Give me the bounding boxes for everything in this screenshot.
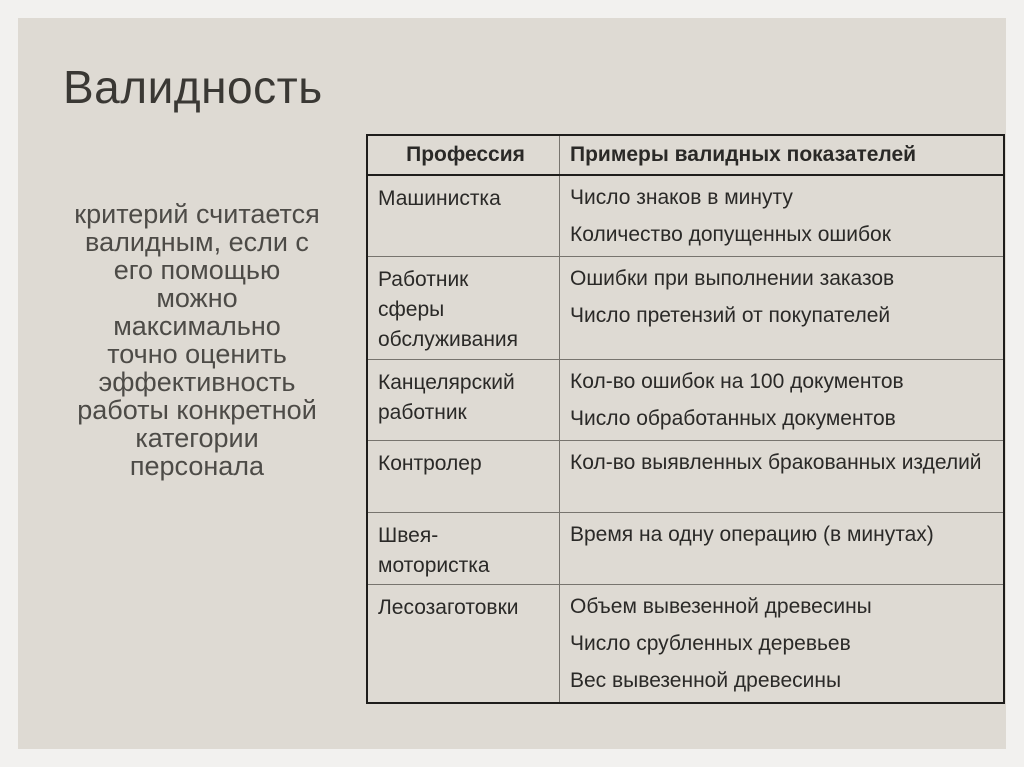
indicators-cell	[560, 441, 1005, 513]
indicator: Ошибки при выполнении заказов	[570, 267, 895, 290]
table-row	[367, 257, 1004, 360]
definition-line: максимально	[113, 311, 281, 341]
profession-line: Лесозаготовки	[378, 596, 519, 619]
definition-line: критерий считается	[74, 199, 320, 229]
definition-line: эффективность	[98, 367, 296, 397]
indicators-cell	[560, 175, 1005, 257]
header-indicators: Примеры валидных показателей	[560, 135, 1005, 175]
indicator: Кол-во выявленных бракованных изделий	[570, 451, 982, 474]
table-row	[367, 585, 1004, 704]
header-profession: Профессия	[367, 135, 560, 175]
slide-title: Валидность	[63, 61, 323, 113]
profession-line: Канцелярский	[378, 371, 515, 394]
table-row	[367, 360, 1004, 441]
indicator: Число знаков в минуту	[570, 186, 793, 209]
profession-cell	[367, 513, 560, 585]
profession-line: Швея-	[378, 524, 439, 547]
validity-table	[366, 134, 1005, 704]
indicator: Число обработанных документов	[570, 407, 896, 430]
indicator: Количество допущенных ошибок	[570, 223, 891, 246]
table-row	[367, 175, 1004, 257]
profession-line: Контролер	[378, 452, 482, 475]
indicator: Объем вывезенной древесины	[570, 595, 872, 618]
indicator: Время на одну операцию (в минутах)	[570, 523, 934, 546]
definition-text	[32, 200, 362, 480]
indicators-cell	[560, 513, 1005, 585]
table-row	[367, 513, 1004, 585]
profession-cell	[367, 175, 560, 257]
profession-cell	[367, 257, 560, 360]
indicators-cell	[560, 257, 1005, 360]
indicator: Вес вывезенной древесины	[570, 669, 842, 692]
definition-line: работы конкретной	[77, 395, 317, 425]
profession-cell	[367, 585, 560, 704]
definition-line: персонала	[129, 451, 265, 481]
indicators-cell	[560, 585, 1005, 704]
table-row	[367, 441, 1004, 513]
profession-line: обслуживания	[378, 328, 519, 351]
profession-line: работник	[378, 401, 467, 424]
definition-line: его помощью	[113, 255, 281, 285]
definition-line: точно оценить	[107, 339, 287, 369]
profession-line: Машинистка	[378, 187, 501, 210]
indicator: Число срубленных деревьев	[570, 632, 851, 655]
definition-line: валидным, если с	[85, 227, 309, 257]
slide	[18, 18, 1006, 749]
profession-cell	[367, 360, 560, 441]
profession-line: Работник	[378, 268, 469, 291]
indicator: Кол-во ошибок на 100 документов	[570, 370, 904, 393]
definition-line: можно	[156, 283, 238, 313]
indicators-cell	[560, 360, 1005, 441]
indicator: Число претензий от покупателей	[570, 304, 891, 327]
profession-line: сферы	[378, 298, 445, 321]
profession-cell	[367, 441, 560, 513]
table-header-row	[367, 135, 1004, 175]
definition-line: категории	[135, 423, 259, 453]
profession-line: мотористка	[378, 554, 490, 577]
